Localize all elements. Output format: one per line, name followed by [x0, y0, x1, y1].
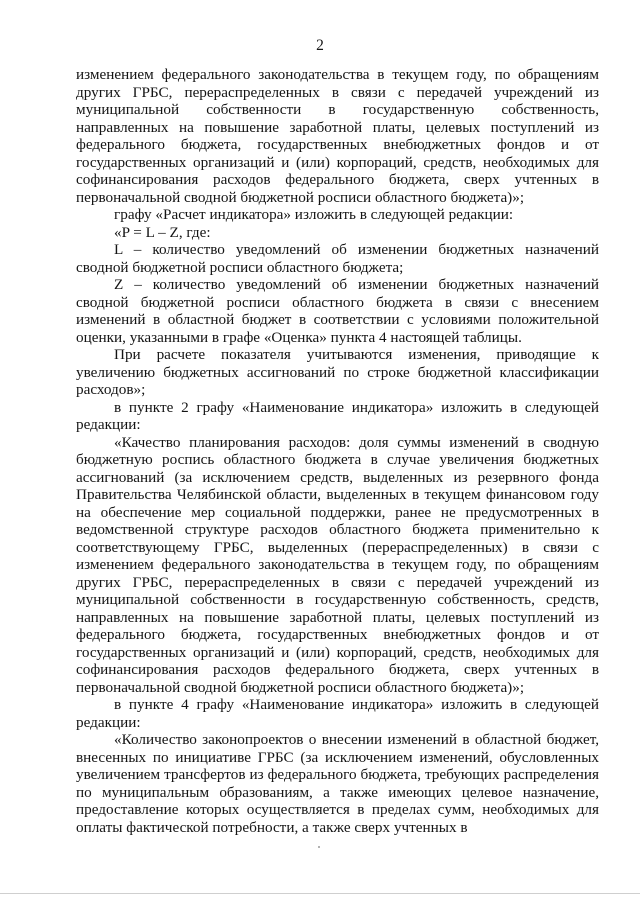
paragraph-formula: «P = L – Z, где:	[114, 223, 211, 241]
document-body	[76, 66, 599, 836]
page-number: 2	[316, 37, 324, 54]
paragraph-variable-l: L – количество уведомлений об изменении бюджетных назначений сводной бюджетной росписи областного бюджета;	[76, 241, 599, 276]
paragraph-item-4-heading: в пункте 4 графу «Наименование индикатора» изложить в следующей редакции:	[76, 696, 599, 731]
paragraph-item-2-text: «Качество планирования расходов: доля суммы изменений в сводную бюджетную роспись областного бюджета в случае увеличения бюджетных ассигнований (за исключением средств, выделенных из резервного фонда Правительства Челябинской области, выделенных в текущем финансовом году на обеспечение мер социальной поддержки, ранее не предусмотренных в ведомственной структуре расходов областного бюджета применительно к соответствующему ГРБС, выделенных (перераспределенных) в связи с изменением федерального законодательства в текущем году, по обращениям других ГРБС, перераспределенных в связи с передачей учреждений из муниципальной собственности в государственную собственность, средств, направленных на повышение заработной платы, целевых поступлений из федерального бюджета, государственных внебюджетных фондов и от государственных организаций и (или) корпораций, средств, необходимых для софинансирования расходов федерального бюджета, сверх учтенных в первоначальной сводной бюджетной росписи областного бюджета)»;	[76, 433, 599, 696]
paragraph-item-2-heading: в пункте 2 графу «Наименование индикатора» изложить в следующей редакции:	[76, 398, 599, 433]
paragraph-variable-z: Z – количество уведомлений об изменении бюджетных назначений сводной бюджетной росписи областного бюджета в связи с внесением изменений в областной бюджет в соответствии с условиями положительной оценки, указанными в графе «Оценка» пункта 4 настоящей таблицы.	[76, 276, 599, 346]
scan-speck	[318, 846, 320, 848]
paragraph-continuation: изменением федерального законодательства в текущем году, по обращениям других ГРБС, перераспределенных в связи с передачей учреждений из муниципальной собственности в государственную собственность, направленных на повышение заработной платы, целевых поступлений из федерального бюджета, государственных внебюджетных фондов и от государственных организаций и (или) корпораций, средств, необходимых для софинансирования расходов федерального бюджета, сверх учтенных в первоначальной сводной бюджетной росписи областного бюджета)»;	[76, 66, 599, 206]
paragraph-calculation-note: При расчете показателя учитываются изменения, приводящие к увеличению бюджетных ассигнований по строке бюджетной классификации расходов»;	[76, 346, 599, 398]
paragraph-item-4-text: «Количество законопроектов о внесении изменений в областной бюджет, внесенных по инициативе ГРБС (за исключением изменений, обусловленных увеличением трансфертов из федерального бюджета, требующих распределения по муниципальным образованиям, а также имеющих целевое назначение, предоставление которых осуществляется в пределах сумм, необходимых для оплаты фактической потребности, а также сверх учтенных в	[76, 731, 599, 836]
paragraph-formula-heading: графу «Расчет индикатора» изложить в следующей редакции:	[114, 206, 514, 223]
page-bottom-edge	[0, 893, 640, 894]
